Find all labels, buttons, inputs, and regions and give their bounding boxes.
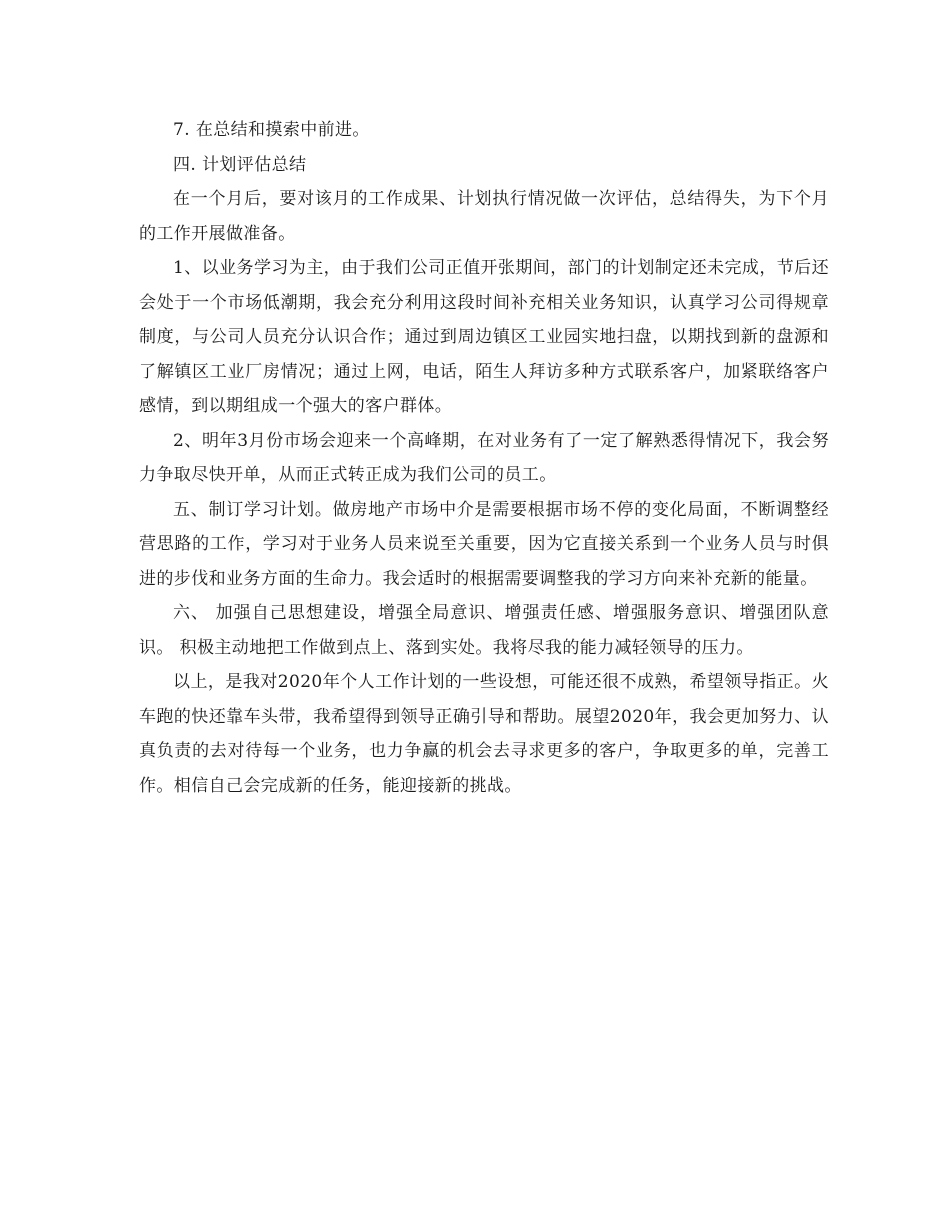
paragraph-peak-season: 2、明年3月份市场会迎来一个高峰期，在对业务有了一定了解熟悉得情况下，我会努力争取尽快开单，从而正式转正成为我们公司的员工。 xyxy=(139,430,829,485)
paragraph-monthly-evaluation: 在一个月后，要对该月的工作成果、计划执行情况做一次评估，总结得失，为下个月的工作开展做准备。 xyxy=(139,189,829,244)
document-body xyxy=(139,113,829,803)
paragraph-ideological-building: 六、 加强自己思想建设，增强全局意识、增强责任感、增强服务意识、增强团队意识。 积极主动地把工作做到点上、落到实处。我将尽我的能力减轻领导的压力。 xyxy=(139,603,829,658)
paragraph-item-7: 7. 在总结和摸索中前进。 xyxy=(173,120,370,140)
paragraph-study-plan: 五、制订学习计划。做房地产市场中介是需要根据市场不停的变化局面，不断调整经营思路的工作，学习对于业务人员来说至关重要，因为它直接关系到一个业务人员与时俱进的步伐和业务方面的生命力。我会适时的根据需要调整我的学习方向来补充新的能量。 xyxy=(139,499,829,589)
paragraph-conclusion: 以上，是我对2020年个人工作计划的一些设想，可能还很不成熟，希望领导指正。火车跑的快还靠车头带，我希望得到领导正确引导和帮助。展望2020年，我会更加努力、认真负责的去对待每一个业务，也力争赢的机会去寻求更多的客户，争取更多的单，完善工作。相信自己会完成新的任务，能迎接新的挑战。 xyxy=(139,672,829,796)
section-heading-plan-evaluation: 四. 计划评估总结 xyxy=(173,154,307,175)
paragraph-business-study: 1、以业务学习为主，由于我们公司正值开张期间，部门的计划制定还未完成，节后还会处于一个市场低潮期，我会充分利用这段时间补充相关业务知识，认真学习公司得规章制度，与公司人员充分认识合作；通过到周边镇区工业园实地扫盘，以期找到新的盘源和了解镇区工业厂房情况；通过上网，电话，陌生人拜访多种方式联系客户，加紧联络客户感情，到以期组成一个强大的客户群体。 xyxy=(139,258,829,416)
